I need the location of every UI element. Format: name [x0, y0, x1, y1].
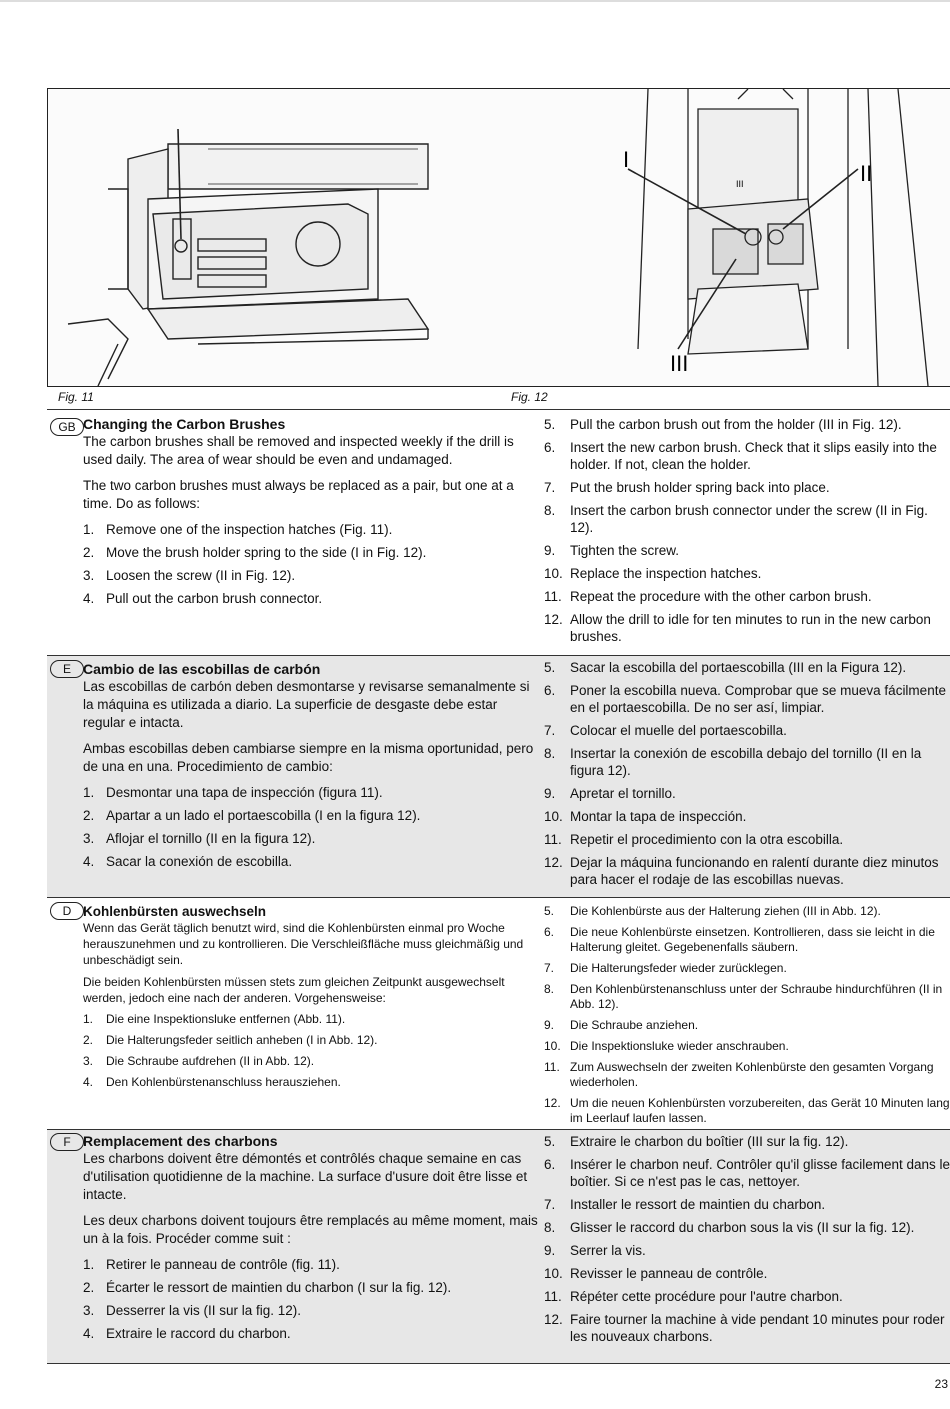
section-gb [47, 410, 950, 655]
list-item: 1. Desmontar una tapa de inspección (figura 11). [83, 785, 383, 800]
list-item: 6. Insérer le charbon neuf. Contrôler qu'il glisse facilement dans le boîtier. Si ce n'est pas le cas, nettoyer. [544, 1157, 950, 1189]
lang-badge: E [50, 660, 84, 678]
list-item: 3. Loosen the screw (II in Fig. 12). [83, 568, 296, 583]
list-item: 5. Extraire le charbon du boîtier (III sur la fig. 12). [544, 1134, 849, 1149]
section-f [47, 1130, 950, 1363]
list-item: 11. Répéter cette procédure pour l'autre charbon. [544, 1289, 843, 1304]
paragraph: Les deux charbons doivent toujours être remplacés au même moment, mais un à la fois. Procéder comme suit : [83, 1213, 538, 1246]
list-item: 9. Apretar el tornillo. [544, 786, 676, 801]
page-number: 23 [934, 1377, 948, 1391]
label-II: II [860, 161, 873, 186]
list-item: 1. Retirer le panneau de contrôle (fig. 11). [83, 1257, 340, 1272]
list-item: 4. Extraire le raccord du charbon. [83, 1326, 291, 1341]
list-item: 12. Dejar la máquina funcionando en ralentí durante diez minutos para hacer el rodaje de las escobillas nuevas. [544, 855, 939, 887]
list-item: 8. Den Kohlenbürstenanschluss unter der Schraube hindurchführen (II in Abb. 12). [544, 982, 943, 1011]
list-item: 3. Desserrer la vis (II sur la fig. 12). [83, 1303, 302, 1318]
paragraph: The two carbon brushes must always be replaced as a pair, but one at a time. Do as follows: [83, 478, 514, 511]
drill-illustrations [48, 89, 950, 386]
top-rule [0, 0, 950, 2]
list-item: 12. Allow the drill to idle for ten minutes to run in the new carbon brushes. [544, 612, 931, 644]
list-item: 6. Poner la escobilla nueva. Comprobar que se mueva fácilmente en el portaescobilla. De no ser así, limpiar. [544, 683, 946, 715]
list-item: 3. Aflojar el tornillo (II en la figura 12). [83, 831, 316, 846]
fig11-caption: Fig. 11 [58, 390, 94, 404]
list-item: 6. Die neue Kohlenbürste einsetzen. Kontrollieren, dass sie leicht in die Halterung gleitet. Gegebenenfalls säubern. [544, 925, 935, 954]
list-item: 5. Pull the carbon brush out from the holder (III in Fig. 12). [544, 417, 902, 432]
label-inner: III [736, 179, 744, 189]
list-item: 8. Insertar la conexión de escobilla debajo del tornillo (II en la figura 12). [544, 746, 922, 778]
list-item: 10. Revisser le panneau de contrôle. [544, 1266, 768, 1281]
lang-badge: GB [50, 418, 84, 436]
paragraph: Ambas escobillas deben cambiarse siempre en la misma oportunidad, pero de una en una. Procedimiento de cambio: [83, 741, 534, 774]
section-heading: Cambio de las escobillas de carbón [83, 661, 321, 677]
list-item: 3. Die Schraube aufdrehen (II in Abb. 12). [83, 1054, 315, 1068]
section-e [47, 656, 950, 897]
section-d [47, 898, 950, 1129]
paragraph: Las escobillas de carbón deben desmontarse y revisarse semanalmente si la máquina es utilizada a diario. La superficie de desgaste debe estar regular e intacta. [83, 679, 530, 730]
list-item: 7. Installer le ressort de maintien du charbon. [544, 1197, 826, 1212]
lang-badge: D [50, 902, 84, 920]
list-item: 4. Sacar la conexión de escobilla. [83, 854, 293, 869]
list-item: 6. Insert the new carbon brush. Check that it slips easily into the holder. If not, clean the holder. [544, 440, 937, 472]
section-heading: Kohlenbürsten auswechseln [83, 904, 267, 919]
list-item: 12. Faire tourner la machine à vide pendant 10 minutes pour roder les nouveaux charbons. [544, 1312, 945, 1344]
list-item: 2. Écarter le ressort de maintien du charbon (I sur la fig. 12). [83, 1280, 452, 1295]
list-item: 9. Tighten the screw. [544, 543, 680, 558]
list-item: 5. Die Kohlenbürste aus der Halterung ziehen (III in Abb. 12). [544, 904, 881, 918]
label-I: I [623, 147, 630, 172]
paragraph: The carbon brushes shall be removed and inspected weekly if the drill is used daily. The area of wear should be even and undamaged. [83, 434, 514, 467]
paragraph: Die beiden Kohlenbürsten müssen stets zum gleichen Zeitpunkt ausgewechselt werden, jedoch eine nach der anderen. Vorgehensweise: [83, 975, 505, 1005]
figures-panel [47, 88, 950, 387]
label-III: III [670, 351, 689, 376]
list-item: 7. Colocar el muelle del portaescobilla. [544, 723, 787, 738]
list-item: 7. Put the brush holder spring back into place. [544, 480, 830, 495]
paragraph: Wenn das Gerät täglich benutzt wird, sind die Kohlenbürsten einmal pro Woche herauszunehmen und zu kontrollieren. Die Verschleißfläche muss gleichmäßig und unbeschädigt sein. [83, 921, 524, 967]
fig11-drawing [68, 129, 428, 386]
list-item: 4. Pull out the carbon brush connector. [83, 591, 323, 606]
lang-badge: F [50, 1133, 84, 1151]
list-item: 11. Repetir el procedimiento con la otra escobilla. [544, 832, 844, 847]
list-item: 2. Die Halterungsfeder seitlich anheben (I in Abb. 12). [83, 1033, 378, 1047]
list-item: 1. Remove one of the inspection hatches (Fig. 11). [83, 522, 393, 537]
list-item: 10. Replace the inspection hatches. [544, 566, 762, 581]
list-item: 2. Apartar a un lado el portaescobilla (I en la figura 12). [83, 808, 421, 823]
list-item: 12. Um die neuen Kohlenbürsten vorzubereiten, das Gerät 10 Minuten lang im Leerlauf laufen lassen. [544, 1096, 950, 1125]
list-item: 9. Die Schraube anziehen. [544, 1018, 699, 1032]
list-item: 2. Move the brush holder spring to the side (I in Fig. 12). [83, 545, 427, 560]
list-item: 10. Montar la tapa de inspección. [544, 809, 747, 824]
divider [47, 1363, 950, 1364]
list-item: 4. Den Kohlenbürstenanschluss herausziehen. [83, 1075, 341, 1089]
fig12-caption: Fig. 12 [511, 390, 548, 404]
list-item: 1. Die eine Inspektionsluke entfernen (Abb. 11). [83, 1012, 346, 1026]
paragraph: Les charbons doivent être démontés et contrôlés chaque semaine en cas d'utilisation quotidienne de la machine. La surface d'usure doit être lisse et intacte. [83, 1151, 528, 1202]
section-heading: Remplacement des charbons [83, 1133, 278, 1149]
list-item: 11. Zum Auswechseln der zweiten Kohlenbürste den gesamten Vorgang wiederholen. [544, 1060, 934, 1089]
list-item: 9. Serrer la vis. [544, 1243, 646, 1258]
list-item: 8. Glisser le raccord du charbon sous la vis (II sur la fig. 12). [544, 1220, 915, 1235]
list-item: 5. Sacar la escobilla del portaescobilla (III en la Figura 12). [544, 660, 907, 675]
list-item: 11. Repeat the procedure with the other carbon brush. [544, 589, 872, 604]
list-item: 10. Die Inspektionsluke wieder anschrauben. [544, 1039, 789, 1053]
list-item: 8. Insert the carbon brush connector under the screw (II in Fig. 12). [544, 503, 928, 535]
section-heading: Changing the Carbon Brushes [83, 416, 286, 432]
list-item: 7. Die Halterungsfeder wieder zurücklegen. [544, 961, 787, 975]
fig12-drawing [628, 89, 928, 386]
